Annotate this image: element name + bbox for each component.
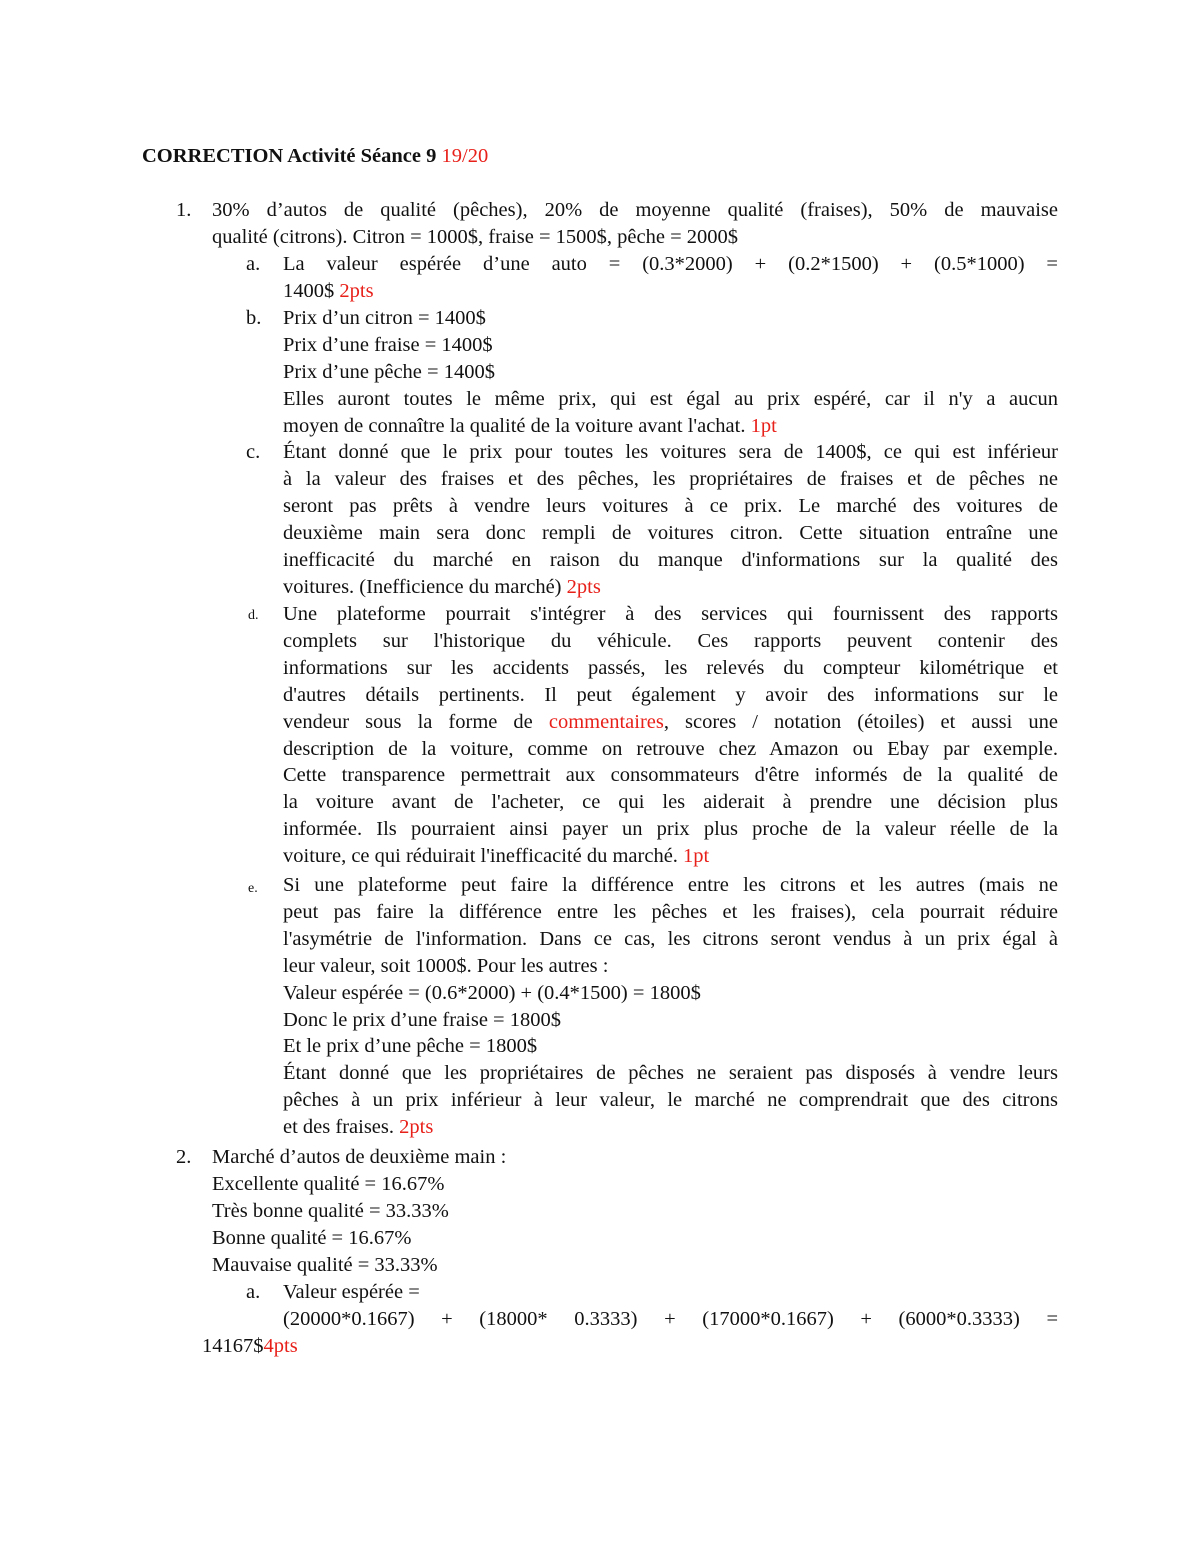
q2-line: Bonne qualité = 16.67% — [212, 1226, 412, 1249]
q2-line: Mauvaise qualité = 33.33% — [212, 1253, 438, 1276]
q1b-line: Elles auront toutes le même prix, qui est égal au prix espéré, car il n'y a aucun — [283, 387, 1058, 410]
q1a-line: La valeur espérée d’une auto = (0.3*2000) + (0.2*1500) + (0.5*1000) = — [283, 253, 1058, 275]
q1e-line: Donc le prix d’une fraise = 1800$ — [283, 1008, 561, 1031]
q1-intro-line: 30% d’autos de qualité (pêches), 20% de moyenne qualité (fraises), 50% de mauvaise — [212, 199, 1058, 221]
q1c-line: Étant donné que le prix pour toutes les voitures sera de 1400$, ce qui est inférieur — [283, 441, 1058, 463]
q1b-points: 1pt — [750, 414, 777, 437]
q1d-line: d'autres détails pertinents. Il peut également y avoir des informations sur le — [283, 683, 1058, 706]
q2-line: Très bonne qualité = 33.33% — [212, 1199, 449, 1222]
q1c-last-text: voitures. (Inefficience du marché) — [283, 575, 562, 598]
q1c-last-line — [283, 574, 1058, 601]
q2a-result: 14167$ — [202, 1335, 264, 1357]
q1e-points: 2pts — [399, 1116, 434, 1139]
q1e-marker: e. — [248, 881, 258, 896]
q1d-line: informations sur les accidents passés, les relevés du compteur kilométrique et — [283, 656, 1058, 679]
q1d-line-with-highlight — [283, 709, 1058, 736]
q1d-line: description de la voiture, comme on retrouve chez Amazon ou Ebay par exemple. — [283, 737, 1058, 760]
q2a-line: (20000*0.1667) + (18000* 0.3333) + (17000*0.1667) + (6000*0.3333) = — [283, 1307, 1058, 1330]
q1e-line: pêches à un prix inférieur à leur valeur, le marché ne comprendrait que des citrons — [283, 1089, 1058, 1112]
q1c-line: inefficacité du marché en raison du manque d'informations sur la qualité des — [283, 548, 1058, 571]
q2a-points: 4pts — [263, 1335, 298, 1357]
q2a-line: Valeur espérée = — [283, 1281, 420, 1303]
q1d-highlight-word: commentaires — [548, 710, 664, 733]
q1e-last-line — [283, 1114, 1058, 1141]
q1e-line: Si une plateforme peut faire la différence entre les citrons et les autres (mais ne — [283, 874, 1058, 896]
q1b-answer — [283, 305, 1058, 440]
q1e-line: peut pas faire la différence entre les pêches et les fraises), cela pourrait réduire — [283, 900, 1058, 923]
q1b-line: Prix d’une fraise = 1400$ — [283, 333, 493, 356]
q2a-answer — [283, 1279, 1058, 1333]
q1c-marker: c. — [246, 441, 261, 463]
q1e-line: Valeur espérée = (0.6*2000) + (0.4*1500) = 1800$ — [283, 981, 701, 1004]
q1c-points: 2pts — [566, 575, 601, 598]
q1d-line5-end: , scores / notation (étoiles) et aussi une — [663, 710, 1059, 733]
q1-intro-line: qualité (citrons). Citron = 1000$, fraise = 1500$, pêche = 2000$ — [212, 225, 739, 248]
q1d-last-text: voiture, ce qui réduirait l'inefficacité du marché. — [283, 845, 678, 868]
q2a-marker: a. — [246, 1281, 261, 1303]
q1e-line: Et le prix d’une pêche = 1800$ — [283, 1035, 538, 1058]
q1b-last-text: moyen de connaître la qualité de la voiture avant l'achat. — [283, 414, 746, 437]
title-text: CORRECTION Activité Séance 9 — [142, 145, 437, 167]
q1b-marker: b. — [246, 307, 262, 329]
document-title — [142, 143, 488, 170]
q1c-line: seront pas prêts à vendre leurs voitures à ce prix. Le marché des voitures de — [283, 494, 1058, 517]
q1e-answer — [283, 872, 1058, 1141]
q1a-points: 2pts — [339, 279, 374, 302]
q1-intro — [212, 197, 1058, 251]
q1a-answer — [283, 251, 1058, 305]
title-grade: 19/20 — [441, 145, 489, 167]
q1c-line: à la valeur des fraises et des pêches, les propriétaires de fraises et de pêches ne — [283, 467, 1058, 490]
q1a-last-line — [283, 278, 1058, 305]
q1d-line: Cette transparence permettrait aux consommateurs d'être informés de la qualité de — [283, 764, 1058, 787]
q1d-answer — [283, 601, 1058, 870]
q1c-answer — [283, 439, 1058, 600]
q2-line: Marché d’autos de deuxième main : — [212, 1146, 507, 1168]
q1b-line: Prix d’une pêche = 1400$ — [283, 360, 495, 383]
q1e-line: Étant donné que les propriétaires de pêches ne seraient pas disposés à vendre leurs — [283, 1062, 1058, 1085]
q1d-marker: d. — [248, 608, 259, 623]
q1d-last-line — [283, 843, 1058, 870]
q1-marker: 1. — [176, 199, 192, 221]
q1e-line: leur valeur, soit 1000$. Pour les autres : — [283, 954, 609, 977]
q1d-points: 1pt — [683, 845, 710, 868]
q1c-line: deuxième main sera donc rempli de voitures citron. Cette situation entraîne une — [283, 521, 1058, 544]
q1b-line: Prix d’un citron = 1400$ — [283, 307, 486, 329]
q1e-line: l'asymétrie de l'information. Dans ce cas, les citrons seront vendus à un prix égal à — [283, 927, 1058, 950]
q1d-line: la voiture avant de l'acheter, ce qui les aiderait à prendre une décision plus — [283, 791, 1058, 814]
q2-marker: 2. — [176, 1146, 192, 1168]
q1e-last-text: et des fraises. — [283, 1116, 394, 1139]
q2-line: Excellente qualité = 16.67% — [212, 1172, 445, 1195]
q1a-result: 1400$ — [283, 279, 335, 302]
q1d-line: informée. Ils pourraient ainsi payer un prix plus proche de la valeur réelle de la — [283, 818, 1058, 841]
q1d-line: Une plateforme pourrait s'intégrer à des services qui fournissent des rapports — [283, 603, 1058, 625]
q2a-result-line — [202, 1333, 502, 1360]
q1b-last-line — [283, 413, 1058, 440]
q1d-line5-start: vendeur sous la forme de — [283, 710, 533, 733]
q2-intro — [212, 1144, 1058, 1279]
q1a-marker: a. — [246, 253, 261, 275]
q1d-line: complets sur l'historique du véhicule. Ces rapports peuvent contenir des — [283, 629, 1058, 652]
